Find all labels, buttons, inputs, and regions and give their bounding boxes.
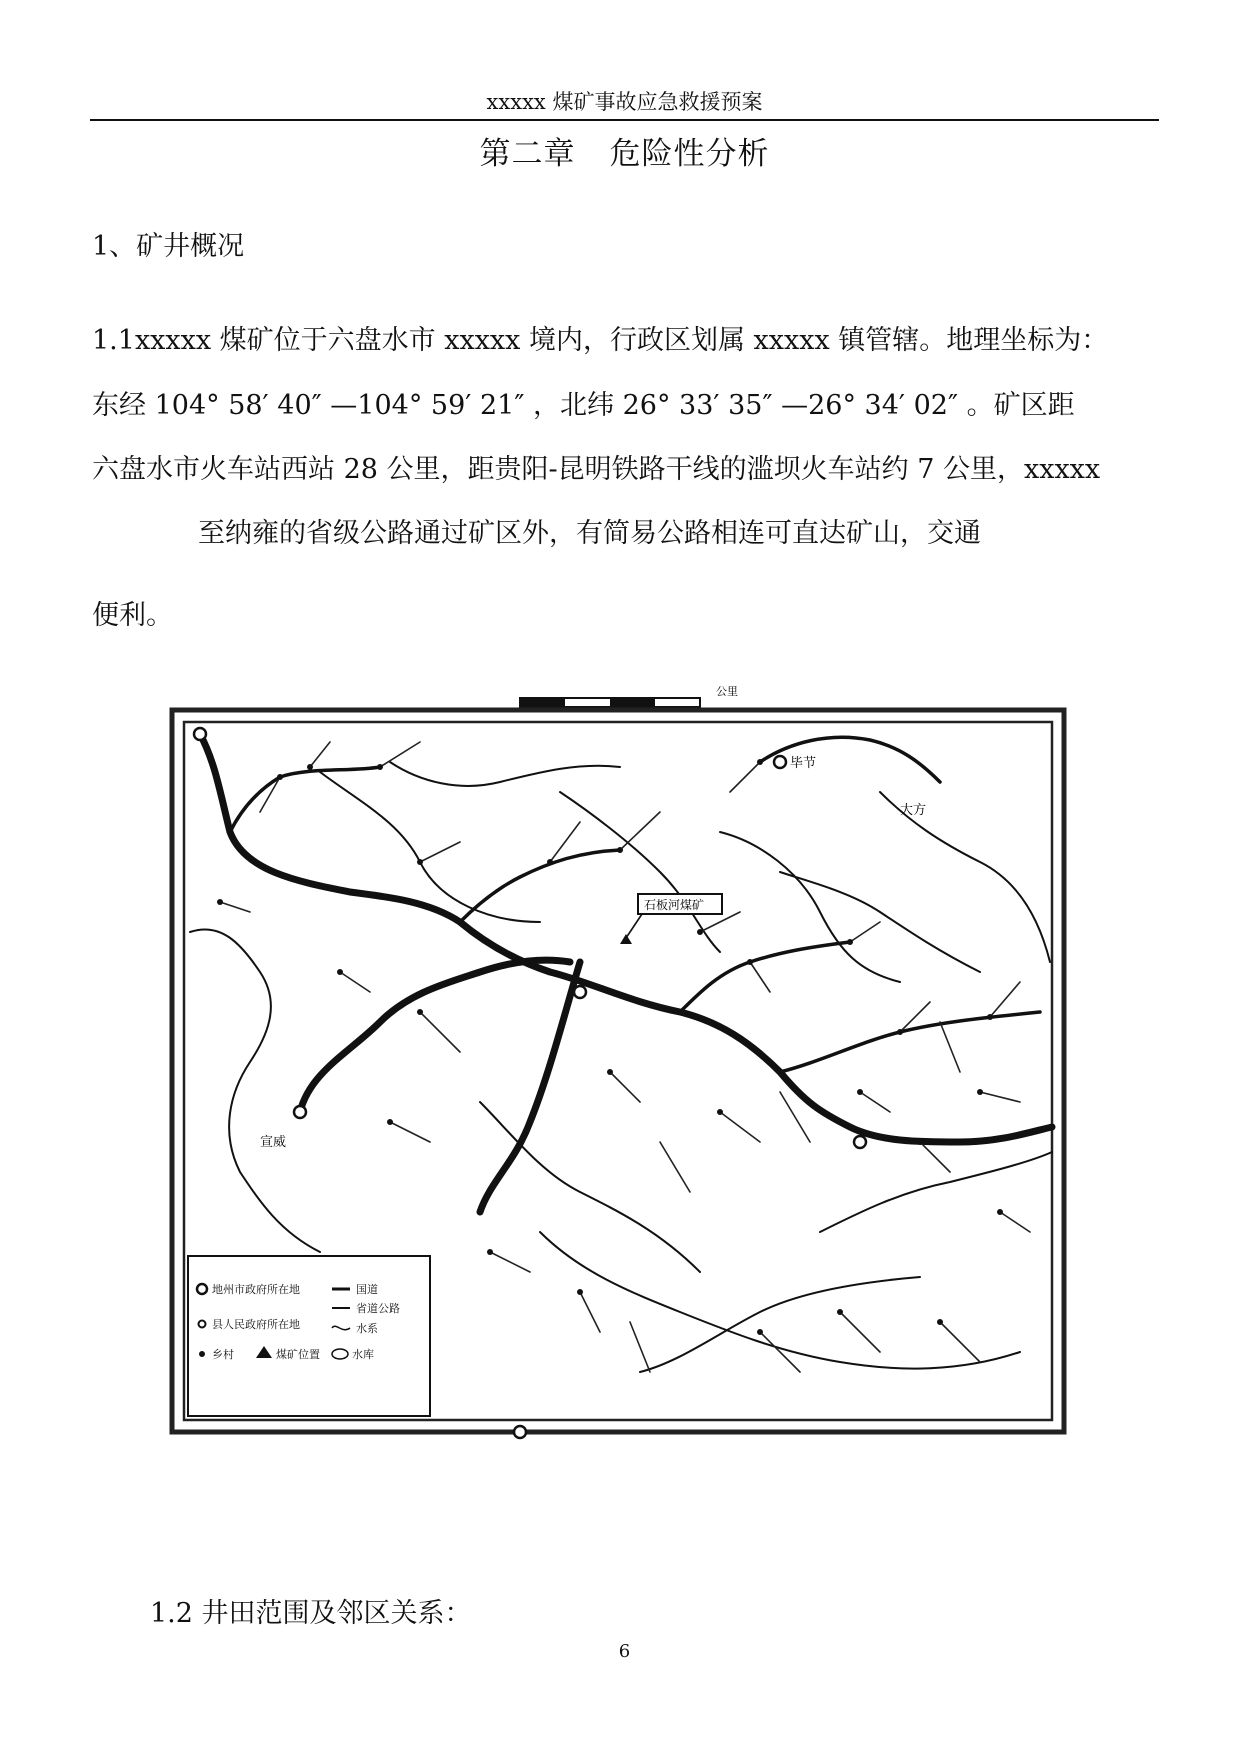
scale-bar xyxy=(520,685,738,707)
chapter-title xyxy=(90,134,1159,174)
body-text-line: 便利。 xyxy=(92,600,173,631)
body-text-line: 至纳雍的省级公路通过矿区外，有简易公路相连可直达矿山，交通 xyxy=(198,518,981,549)
map-label-dafang: 大方 xyxy=(900,802,927,817)
chapter-number: 第二章 xyxy=(479,136,576,172)
legend-county-seat: 县人民政府所在地 xyxy=(212,1319,300,1331)
legend-reservoir: 水库 xyxy=(352,1349,374,1361)
body-text-line: 东经 104° 58′ 40″ —104° 59′ 21″ ，北纬 26° 33′ 35″ —26° 34′ 02″ 。矿区距 xyxy=(92,390,1075,421)
chapter-name: 危险性分析 xyxy=(609,136,770,172)
subsection-heading: 1.2 井田范围及邻区关系： xyxy=(150,1598,472,1629)
page-number: 6 xyxy=(618,1641,631,1662)
map-label-xuanwei: 宣威 xyxy=(260,1134,287,1149)
provincial-roads xyxy=(230,737,1040,1072)
legend-city-seat: 地州市政府所在地 xyxy=(212,1284,300,1296)
header-rule xyxy=(90,119,1159,121)
map-label-bijie: 毕节 xyxy=(790,755,817,770)
body-text-line: 1.1xxxxx 煤矿位于六盘水市 xxxxx 境内，行政区划属 xxxxx 镇管辖。地理坐标为： xyxy=(92,325,1109,356)
legend-mine: 煤矿位置 xyxy=(276,1349,320,1361)
map-legend xyxy=(188,1256,430,1416)
mine-label: 石板河煤矿 xyxy=(644,898,705,912)
body-text-line: 六盘水市火车站西站 28 公里，距贵阳-昆明铁路干线的滥坝火车站约 7 公里，xxxxx xyxy=(92,454,1101,485)
mine-marker-icon xyxy=(620,934,632,944)
scale-unit-label: 公里 xyxy=(716,686,738,698)
town-markers xyxy=(217,759,1003,1335)
legend-river: 水系 xyxy=(356,1323,378,1335)
legend-national-road: 国道 xyxy=(356,1284,378,1296)
location-map xyxy=(160,672,1080,1442)
running-header: xxxxx 煤矿事故应急救援预案 xyxy=(486,90,763,114)
legend-township: 乡村 xyxy=(212,1349,234,1361)
legend-provincial-road: 省道公路 xyxy=(356,1303,400,1315)
section-heading: 1、矿井概况 xyxy=(92,231,245,262)
